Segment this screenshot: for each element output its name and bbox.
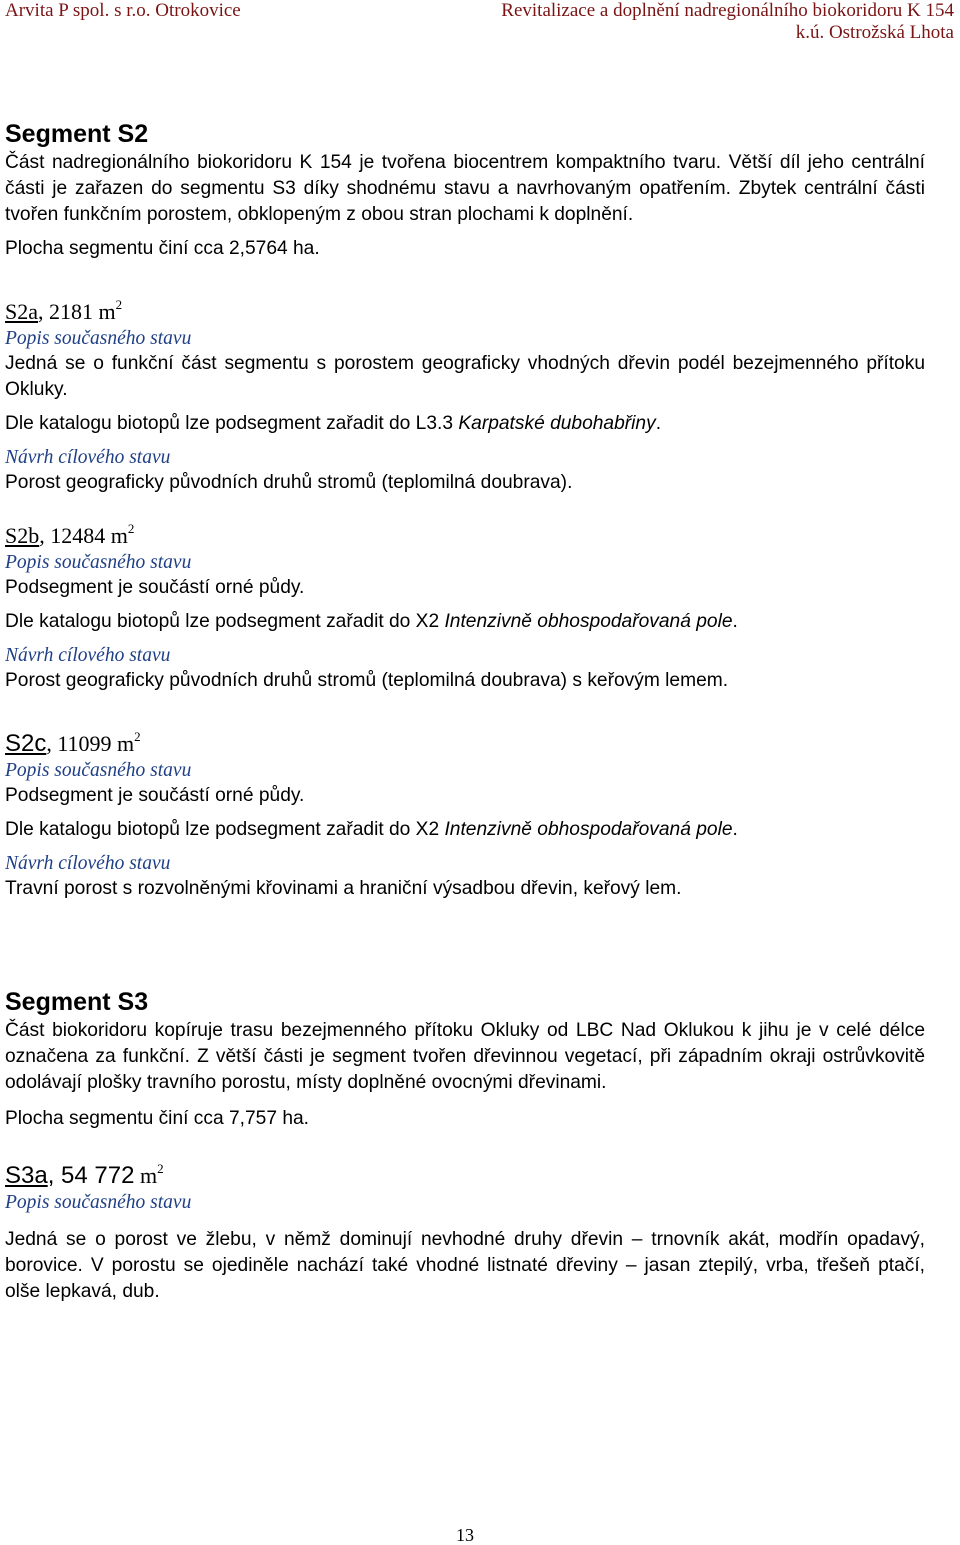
unit-exponent: 2	[115, 297, 123, 312]
unit-exponent: 2	[134, 729, 141, 744]
segment-s3-area: Plocha segmentu činí cca 7,757 ha.	[5, 1108, 309, 1129]
current-state-text: Podsegment je součástí orné půdy.	[5, 785, 305, 806]
subsegment-id: S2b	[5, 523, 40, 548]
subsegment-s2a-title	[5, 298, 925, 326]
label-target-state: Návrh cílového stavu	[5, 447, 171, 468]
catalog-suffix: .	[655, 413, 662, 434]
segment-s3-intro: Část biokoridoru kopíruje trasu bezejmenného přítoku Okluky od LBC Nad Oklukou k jihu je v celé délce označena za funkční. Z větší části je segment tvořen dřevinnou vegetací, při západním okraji ostrůvkovitě odolávají plošky travního porostu, místy doplněné ovocnými dřevinami.	[5, 1020, 925, 1093]
biotope-catalog-text	[5, 609, 925, 635]
subsegment-id: S3a	[5, 1162, 48, 1189]
document-body	[5, 118, 925, 1305]
label-current-state: Popis současného stavu	[5, 328, 192, 349]
header-project-title: Revitalizace a doplnění nadregionálního biokoridoru K 154	[501, 0, 954, 21]
catalog-biotope-name: Intenzivně obhospodařovaná pole	[444, 819, 733, 840]
segment-s3-heading: Segment S3	[5, 988, 149, 1016]
biotope-catalog-text	[5, 817, 925, 843]
target-state-text: Travní porost s rozvolněnými křovinami a hraniční výsadbou dřevin, keřový lem.	[5, 878, 682, 899]
biotope-catalog-text	[5, 411, 925, 437]
unit-exponent: 2	[127, 521, 135, 536]
label-target-state: Návrh cílového stavu	[5, 853, 171, 874]
subsegment-size: , 12484 m	[39, 523, 128, 548]
segment-s2-heading: Segment S2	[5, 120, 149, 148]
current-state-text: Jedná se o funkční část segmentu s porostem geograficky vhodných dřevin podél bezejmenného přítoku Okluky.	[5, 353, 925, 400]
current-state-text: Podsegment je součástí orné půdy.	[5, 577, 305, 598]
label-current-state: Popis současného stavu	[5, 552, 192, 573]
subsegment-id: S2c	[5, 730, 47, 757]
subsegment-size: , 2181 m	[38, 299, 116, 324]
label-current-state: Popis současného stavu	[5, 760, 192, 781]
catalog-prefix: Dle katalogu biotopů lze podsegment zařadit do X2	[5, 819, 445, 840]
header-project	[501, 0, 954, 44]
subsegment-s3a-title	[5, 1162, 925, 1190]
unit-exponent: 2	[157, 1161, 164, 1176]
target-state-text: Porost geograficky původních druhů stromů (teplomilná doubrava).	[5, 472, 573, 493]
subsegment-size: , 54 772	[47, 1162, 135, 1189]
catalog-suffix: .	[732, 611, 738, 632]
catalog-prefix: Dle katalogu biotopů lze podsegment zařadit do L3.3	[5, 413, 459, 434]
subsegment-unit: m	[134, 1163, 158, 1188]
page-number: 13	[456, 1525, 474, 1545]
header-company: Arvita P spol. s r.o. Otrokovice	[5, 0, 241, 21]
catalog-biotope-name: Karpatské dubohabřiny	[458, 413, 656, 434]
subsegment-s2c-title	[5, 730, 925, 758]
segment-s2-area: Plocha segmentu činí cca 2,5764 ha.	[5, 238, 320, 259]
target-state-text: Porost geograficky původních druhů stromů (teplomilná doubrava) s keřovým lemem.	[5, 670, 729, 691]
label-target-state: Návrh cílového stavu	[5, 645, 171, 666]
catalog-prefix: Dle katalogu biotopů lze podsegment zařadit do X2	[5, 611, 445, 632]
catalog-biotope-name: Intenzivně obhospodařovaná pole	[444, 611, 733, 632]
catalog-suffix: .	[732, 819, 738, 840]
subsegment-id: S2a	[5, 299, 38, 324]
current-state-text: Jedná se o porost ve žlebu, v němž dominují nevhodné druhy dřevin – trnovník akát, modřín opadavý, borovice. V porostu se ojediněle nachází také vhodné listnaté dřeviny – jasan ztepilý, vrba, třešeň ptačí, olše lepkavá, dub.	[5, 1229, 925, 1302]
subsegment-s2b-title	[5, 522, 925, 550]
label-current-state: Popis současného stavu	[5, 1192, 192, 1213]
subsegment-size: , 11099 m	[46, 731, 135, 756]
header-cadastral-area: k.ú. Ostrožská Lhota	[795, 22, 954, 43]
segment-s2-intro: Část nadregionálního biokoridoru K 154 je tvořena biocentrem kompaktního tvaru. Větší díl jeho centrální části je zařazen do segmentu S3 díky shodnému stavu a navrhovaným opatřením. Zbytek centrální části tvořen funkčním porostem, obklopeným z obou stran plochami k doplnění.	[5, 152, 925, 225]
